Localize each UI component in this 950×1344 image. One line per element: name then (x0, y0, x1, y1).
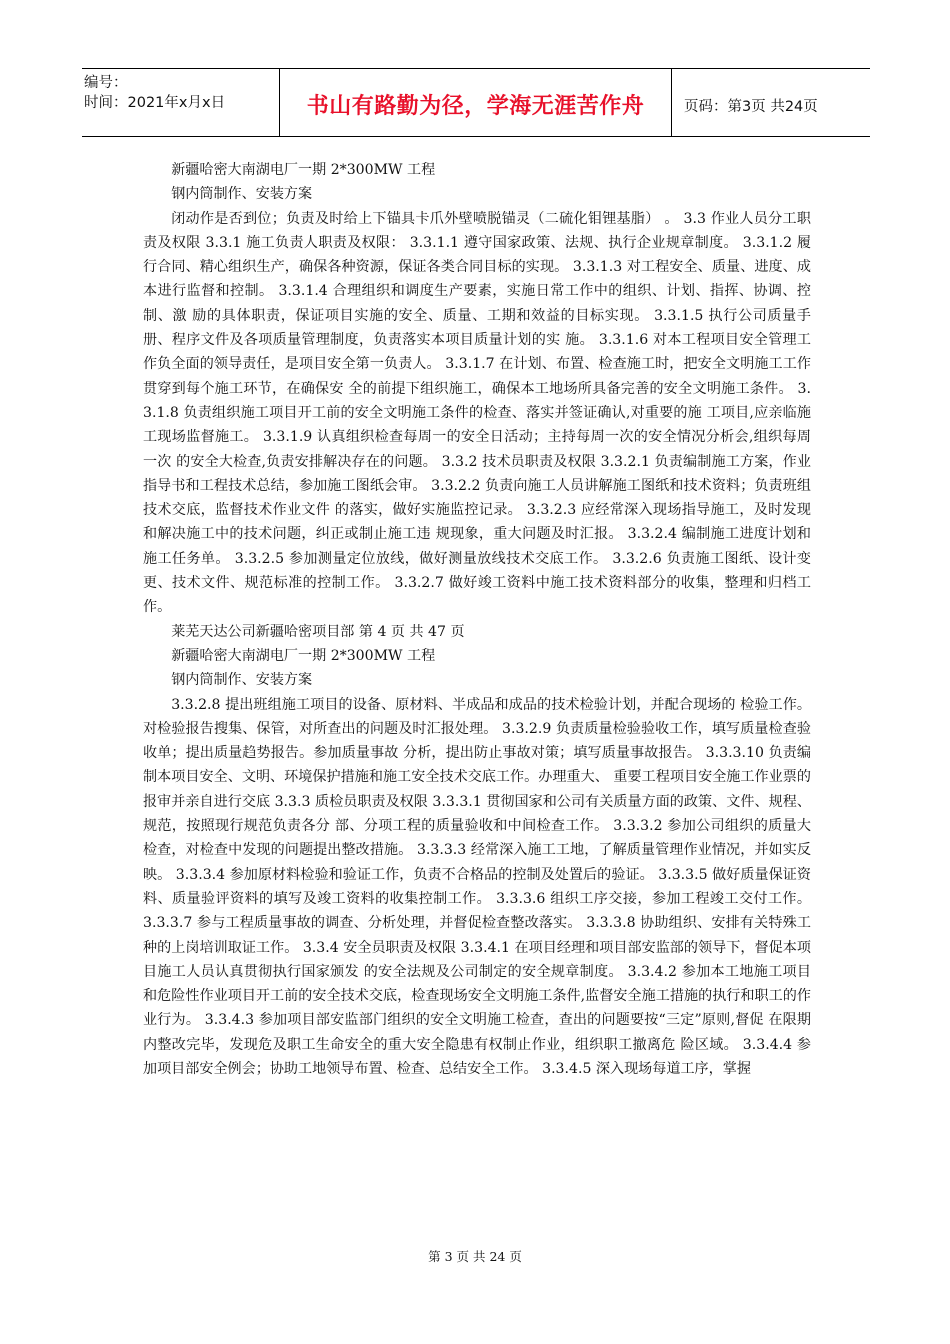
page-footer: 第 3 页 共 24 页 (428, 1249, 522, 1264)
section-heading: 新疆哈密大南湖电厂一期 2*300MW 工程 (171, 162, 436, 178)
page-header (82, 68, 870, 137)
section-heading: 钢内筒制作、安装方案 (171, 186, 313, 203)
section-heading: 钢内筒制作、安装方案 (171, 672, 313, 689)
body-paragraph: 闭动作是否到位；负责及时给上下锚具卡爪外壁喷脱锚灵（二硫化钼锂基脂） 。 3.3 作业人员分工职责及权限 3.3.1 施工负责人职责及权限： 3.3.1.1 遵守国家政策、法规、执行企业规章制度。 3.3.1.2 履行合同、精心组织生产，确保各种资源，保证各类合同目标的实现。 3.3.1.3 对工程安全、质量、进度、成本进行监督和控制。 3.3.1.4 合理组织和调度生产要素，实施日常工作中的组织、计划、指挥、协调、控制、激 励的具体职责，保证项目实施的安全、质量、工期和效益的目标实现。 3.3.1.5 执行公司质量手册、程序文件及各项质量管理制度，负责落实本项目质量计划的实 施。 3.3.1.6 对本工程项目安全管理工作负全面的领导责任，是项目安全第一负责人。 3.3.1.7 在计划、布置、检查施工时，把安全文明施工工作贯穿到每个施工环节，在确保安 全的前提下组织施工，确保本工地场所具备完善的安全文明施工条件。 3.3.1.8 负责组织施工项目开工前的安全文明施工条件的检查、落实并签证确认,对重要的施 工项目,应亲临施工现场监督施工。 3.3.1.9 认真组织检查每周一的安全日活动；主持每周一次的安全情况分析会,组织每周一次 的安全大检查,负责安排解决存在的问题。 3.3.2 技术员职责及权限 3.3.2.1 负责编制施工方案，作业指导书和工程技术总结，参加施工图纸会审。 3.3.2.2 负责向施工人员讲解施工图纸和技术资料；负责班组技术交底，监督技术作业文件 的落实，做好实施监控记录。 3.3.2.3 应经常深入现场指导施工，及时发现和解决施工中的技术问题，纠正或制止施工违 规现象，重大问题及时汇报。 3.3.2.4 编制施工进度计划和施工任务单。 3.3.2.5 参加测量定位放线，做好测量放线技术交底工作。 3.3.2.6 负责施工图纸、设计变更、技术文件、规范标准的控制工作。 3.3.2.7 做好竣工资料中施工技术资料部分的收集，整理和归档工作。 (143, 210, 811, 616)
section-heading: 莱芜天达公司新疆哈密项目部 第 4 页 共 47 页 (171, 623, 465, 640)
document-body (143, 158, 811, 1081)
header-motto: 书山有路勤为径，学海无涯苦作舟 (280, 69, 672, 136)
body-paragraph: 3.3.2.8 提出班组施工项目的设备、原材料、半成品和成品的技术检验计划，并配合现场的 检验工作。对检验报告搜集、保管，对所查出的问题及时汇报处理。 3.3.2.9 负责质量检验验收工作，填写质量检查验收单；提出质量趋势报告。参加质量事故 分析，提出防止事故对策；填写质量事故报告。 3.3.3.10 负责编制本项目安全、文明、环境保护措施和施工安全技术交底工作。办理重大、 重要工程项目安全施工作业票的报审并亲自进行交底 3.3.3 质检员职责及权限 3.3.3.1 贯彻国家和公司有关质量方面的政策、文件、规程、规范，按照现行规范负责各分 部、分项工程的质量验收和中间检查工作。 3.3.3.2 参加公司组织的质量大检查，对检查中发现的问题提出整改措施。 3.3.3.3 经常深入施工工地，了解质量管理作业情况，并如实反映。 3.3.3.4 参加原材料检验和验证工作，负责不合格品的控制及处置后的验证。 3.3.3.5 做好质量保证资料、质量验评资料的填写及竣工资料的收集控制工作。 3.3.3.6 组织工序交接，参加工程竣工交付工作。 3.3.3.7 参与工程质量事故的调查、分析处理，并督促检查整改落实。 3.3.3.8 协助组织、安排有关特殊工种的上岗培训取证工作。 3.3.4 安全员职责及权限 3.3.4.1 在项目经理和项目部安监部的领导下，督促本项目施工人员认真贯彻执行国家颁发 的安全法规及公司制定的安全规章制度。 3.3.4.2 参加本工地施工项目和危险性作业项目开工前的安全技术交底，检查现场安全文明施工条件,监督安全施工措施的执行和职工的作业行为。 3.3.4.3 参加项目部安监部门组织的安全文明施工检查，查出的问题要按“三定”原则,督促 在限期内整改完毕，发现危及职工生命安全的重大安全隐患有权制止作业，组织职工撤离危 险区域。 3.3.4.4 参加项目部安全例会；协助工地领导布置、检查、总结安全工作。 3.3.4.5 深入现场每道工序，掌握 (143, 696, 811, 1077)
section-heading: 新疆哈密大南湖电厂一期 2*300MW 工程 (171, 647, 436, 664)
document-date: 时间：2021年x月x日 (84, 95, 226, 111)
document-number-label: 编号： (84, 75, 128, 91)
header-meta (82, 69, 280, 136)
header-page-number: 页码：第3页 共24页 (684, 99, 818, 115)
